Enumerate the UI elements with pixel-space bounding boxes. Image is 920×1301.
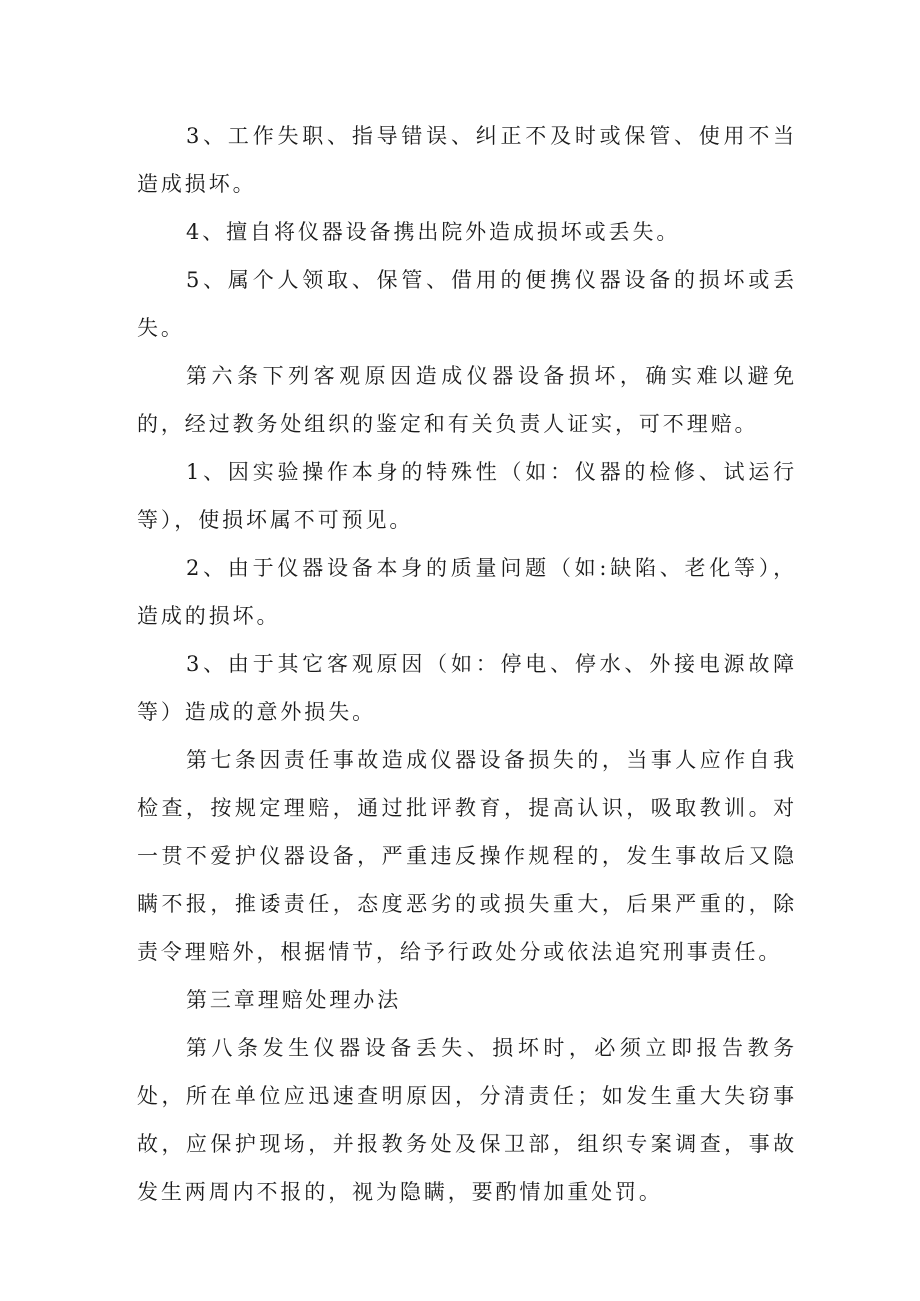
document-body [137,112,797,1216]
paragraph-article-8: 第八条发生仪器设备丢失、损坏时，必须立即报告教务处，所在单位应迅速查明原因，分清责任；如发生重大失窃事故，应保护现场，并报教务处及保卫部，组织专案调查，事故发生两周内不报的，视为隐瞒，要酌情加重处罚。 [137,1036,797,1204]
paragraph-article-6-item-1: 1、因实验操作本身的特殊性（如：仪器的检修、试运行等），使损坏属不可预见。 [137,460,797,532]
paragraph-article-7: 第七条因责任事故造成仪器设备损失的，当事人应作自我检查，按规定理赔，通过批评教育，提高认识，吸取教训。对一贯不爱护仪器设备，严重违反操作规程的，发生事故后又隐瞒不报，推诿责任，态度恶劣的或损失重大，后果严重的，除责令理赔外，根据情节，给予行政处分或依法追究刑事责任。 [137,748,797,964]
chapter-3-heading: 第三章理赔处理办法 [186,988,402,1012]
paragraph-article-6: 第六条下列客观原因造成仪器设备损坏，确实难以避免的，经过教务处组织的鉴定和有关负责人证实，可不理赔。 [137,364,797,436]
paragraph-article-6-item-2: 2、由于仪器设备本身的质量问题（如:缺陷、老化等），造成的损坏。 [137,556,797,628]
paragraph-item-5-personal-equipment: 5、属个人领取、保管、借用的便携仪器设备的损坏或丢失。 [137,268,797,340]
paragraph-item-4-unauthorized-removal: 4、擅自将仪器设备携出院外造成损坏或丢失。 [186,220,681,244]
paragraph-article-6-item-3: 3、由于其它客观原因（如：停电、停水、外接电源故障等）造成的意外损失。 [137,652,797,724]
paragraph-item-3-damage: 3、工作失职、指导错误、纠正不及时或保管、使用不当造成损坏。 [137,124,797,196]
